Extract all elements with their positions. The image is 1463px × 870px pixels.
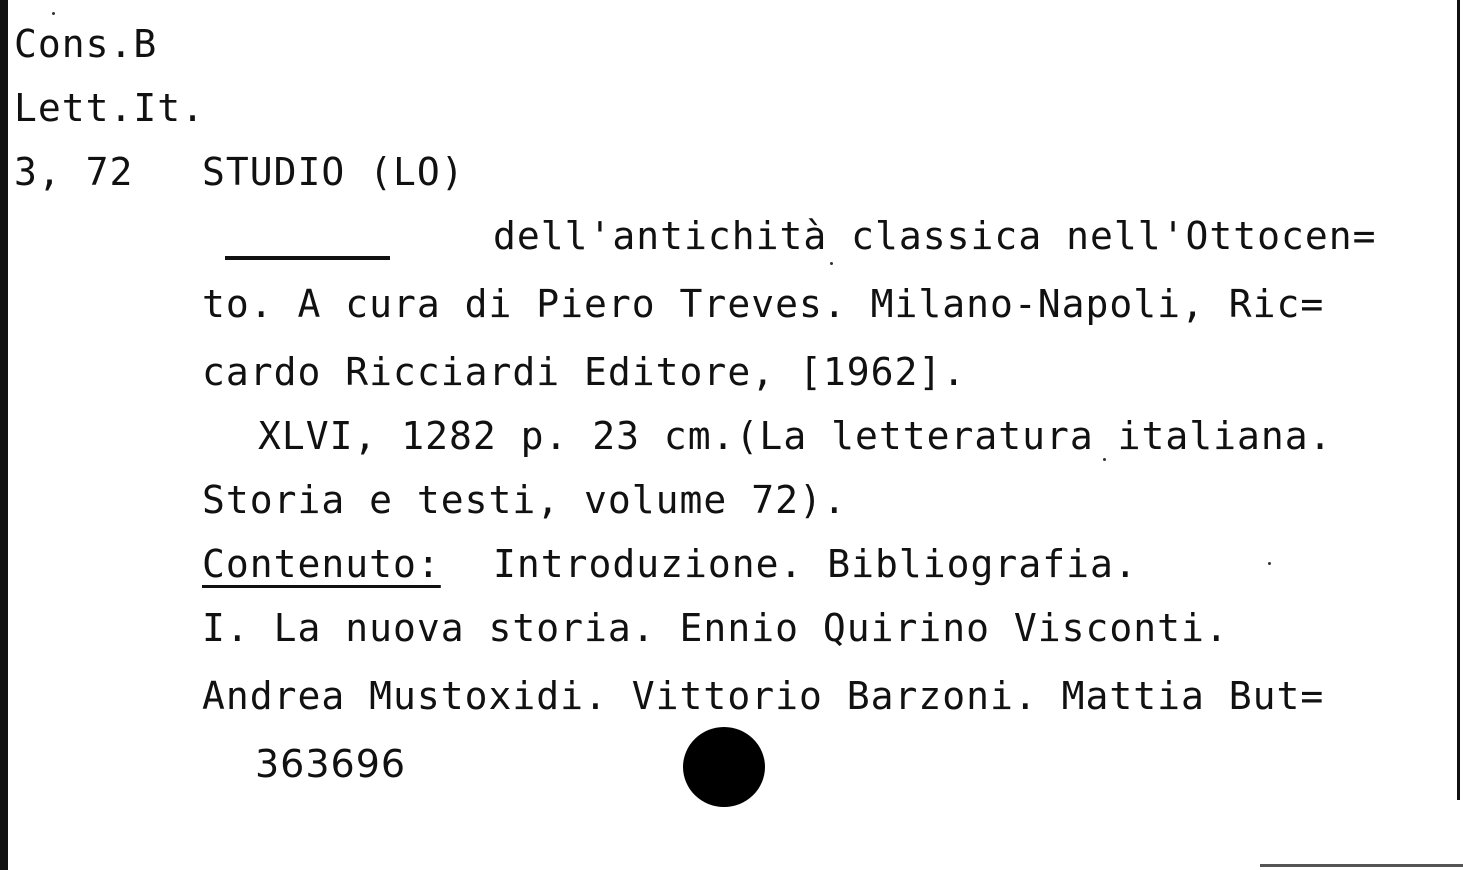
dust-speck bbox=[1268, 562, 1271, 565]
title-line-3: cardo Ricciardi Editore, [1962]. bbox=[202, 350, 967, 394]
shelfmark-line-2: Lett.It. bbox=[14, 86, 206, 130]
card-bottom-edge bbox=[1260, 864, 1463, 867]
title-line-2: to. A cura di Piero Treves. Milano-Napoli, Ric= bbox=[202, 282, 1325, 326]
shelfmark-line-1: Cons.B bbox=[14, 22, 158, 66]
card-right-edge bbox=[1457, 0, 1460, 800]
contents-line-3: Andrea Mustoxidi. Vittorio Barzoni. Mattia But= bbox=[202, 674, 1325, 718]
accession-number: 363696 bbox=[255, 742, 407, 786]
dust-speck bbox=[1103, 458, 1106, 461]
physical-description-line-1: XLVI, 1282 p. 23 cm.(La letteratura italiana. bbox=[258, 414, 1333, 458]
entry-heading: STUDIO (LO) bbox=[202, 150, 465, 194]
repeated-heading-dash bbox=[225, 256, 390, 260]
title-line-1: dell'antichità classica nell'Ottocen= bbox=[493, 214, 1377, 258]
punch-hole bbox=[683, 727, 765, 807]
contents-line-2: I. La nuova storia. Ennio Quirino Visconti. bbox=[202, 606, 1229, 650]
shelfmark-line-3: 3, 72 bbox=[14, 150, 134, 194]
contents-line-1: Introduzione. Bibliografia. bbox=[493, 542, 1138, 586]
dust-speck bbox=[52, 12, 55, 15]
contents-label: Contenuto: bbox=[202, 542, 441, 586]
dust-speck bbox=[830, 262, 833, 265]
physical-description-line-2: Storia e testi, volume 72). bbox=[202, 478, 847, 522]
card-left-edge bbox=[0, 0, 8, 870]
